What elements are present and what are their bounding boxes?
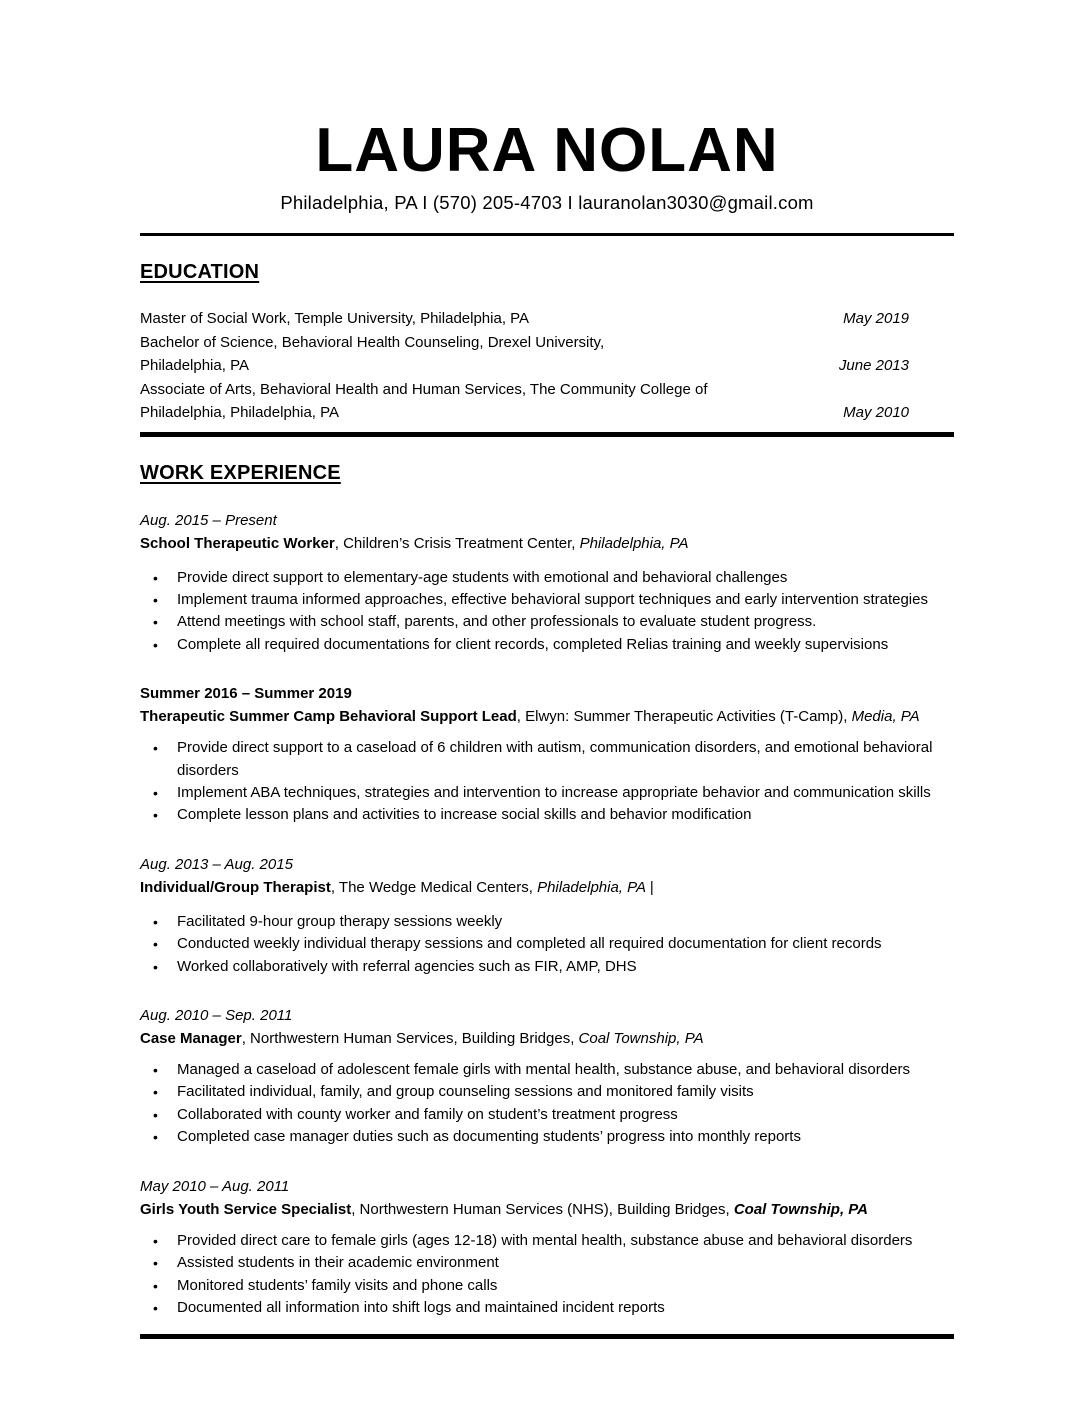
education-row [140, 354, 954, 378]
education-row [140, 378, 954, 402]
job-role: Therapeutic Summer Camp Behavioral Support Lead [140, 708, 517, 726]
bullet-item: • Collaborated with county worker and family on student’s treatment progress [140, 1104, 954, 1126]
experience-heading: WORK EXPERIENCE [140, 461, 341, 484]
job-title [140, 877, 954, 898]
job-bullets [140, 737, 954, 827]
education-row [140, 331, 954, 355]
bullet-item: • Provide direct support to a caseload of 6 children with autism, communication disorders, and emotional behavioral disorders [140, 737, 954, 782]
education-row [140, 307, 954, 331]
job-bullets [140, 567, 954, 657]
job-entry-case-manager [140, 1005, 954, 1149]
job-title [140, 1028, 954, 1049]
job-title [140, 706, 954, 727]
job-entry-individual-group-therapist [140, 854, 954, 978]
degree-text: Associate of Arts, Behavioral Health and Human Services, The Community College of [140, 380, 708, 398]
bullet-item: • Implement trauma informed approaches, effective behavioral support techniques and early intervention strategies [140, 589, 954, 611]
contact-line: Philadelphia, PA I (570) 205-4703 I lauranolan3030@gmail.com [280, 192, 814, 214]
education-list [140, 307, 954, 425]
header-divider [140, 233, 954, 236]
bullet-item: • Facilitated individual, family, and group counseling sessions and monitored family visits [140, 1081, 954, 1103]
bottom-divider [140, 1334, 954, 1339]
job-role: Case Manager [140, 1030, 242, 1048]
job-location: Philadelphia, PA [579, 534, 689, 552]
bullet-item: • Conducted weekly individual therapy sessions and completed all required documentation for client records [140, 933, 954, 955]
job-dates: Aug. 2015 – Present [140, 511, 277, 529]
job-dates: Aug. 2013 – Aug. 2015 [140, 855, 293, 873]
job-organization: , Elwyn: Summer Therapeutic Activities (T-Camp), [516, 708, 852, 726]
degree-text: Master of Social Work, Temple University, Philadelphia, PA [140, 310, 530, 328]
job-location: Coal Township, PA [733, 1200, 869, 1218]
job-bullets [140, 1230, 954, 1320]
job-location: Philadelphia, PA | [537, 878, 654, 896]
resume-name: LAURA NOLAN [315, 116, 779, 185]
job-bullets [140, 1059, 954, 1149]
education-section [140, 261, 954, 425]
job-organization: , Northwestern Human Services (NHS), Building Bridges, [351, 1200, 734, 1218]
job-role: Individual/Group Therapist [140, 878, 331, 896]
job-dates: Aug. 2010 – Sep. 2011 [140, 1007, 293, 1025]
job-entry-school-therapeutic-worker [140, 510, 954, 657]
degree-date: June 2013 [838, 357, 909, 375]
job-organization: , Children’s Crisis Treatment Center, [334, 534, 580, 552]
degree-date: May 2010 [843, 404, 909, 422]
degree-date: May 2019 [843, 310, 909, 328]
bullet-item: • Completed case manager duties such as documenting students’ progress into monthly reports [140, 1126, 954, 1148]
education-heading: EDUCATION [140, 261, 260, 284]
degree-text: Philadelphia, PA [140, 357, 249, 375]
job-role: Girls Youth Service Specialist [140, 1200, 352, 1218]
job-dates: May 2010 – Aug. 2011 [140, 1177, 290, 1195]
bullet-item: • Worked collaboratively with referral agencies such as FIR, AMP, DHS [140, 956, 954, 978]
bullet-item: • Implement ABA techniques, strategies and intervention to increase appropriate behavior and communication skills [140, 782, 954, 804]
bullet-item: • Facilitated 9-hour group therapy sessions weekly [140, 911, 954, 933]
job-entry-camp-behavioral-support-lead [140, 683, 954, 827]
bullet-item: • Monitored students’ family visits and phone calls [140, 1275, 954, 1297]
bullet-item: • Complete all required documentations for client records, completed Relias training and weekly supervisions [140, 634, 954, 656]
job-organization: , The Wedge Medical Centers, [330, 878, 538, 896]
bullet-item: • Attend meetings with school staff, parents, and other professionals to evaluate student progress. [140, 611, 954, 633]
degree-text: Bachelor of Science, Behavioral Health Counseling, Drexel University, [140, 333, 605, 351]
bullet-item: • Provide direct support to elementary-age students with emotional and behavioral challenges [140, 567, 954, 589]
job-location: Coal Township, PA [578, 1030, 704, 1048]
experience-section [140, 462, 954, 1320]
job-bullets [140, 911, 954, 978]
bullet-item: • Complete lesson plans and activities to increase social skills and behavior modification [140, 804, 954, 826]
degree-text: Philadelphia, Philadelphia, PA [140, 404, 340, 422]
bullet-item: • Provided direct care to female girls (ages 12-18) with mental health, substance abuse and behavioral disorders [140, 1230, 954, 1252]
job-dates: Summer 2016 – Summer 2019 [140, 685, 352, 703]
job-organization: , Northwestern Human Services, Building Bridges, [241, 1030, 579, 1048]
bullet-item: • Documented all information into shift logs and maintained incident reports [140, 1297, 954, 1319]
job-location: Media, PA [851, 708, 920, 726]
bullet-item: • Managed a caseload of adolescent female girls with mental health, substance abuse, and behavioral disorders [140, 1059, 954, 1081]
job-entry-girls-youth-service-specialist [140, 1176, 954, 1320]
education-row [140, 401, 954, 425]
job-title [140, 1199, 954, 1220]
job-role: School Therapeutic Worker [140, 534, 335, 552]
bullet-item: • Assisted students in their academic environment [140, 1252, 954, 1274]
education-divider [140, 432, 954, 437]
job-title [140, 533, 954, 554]
